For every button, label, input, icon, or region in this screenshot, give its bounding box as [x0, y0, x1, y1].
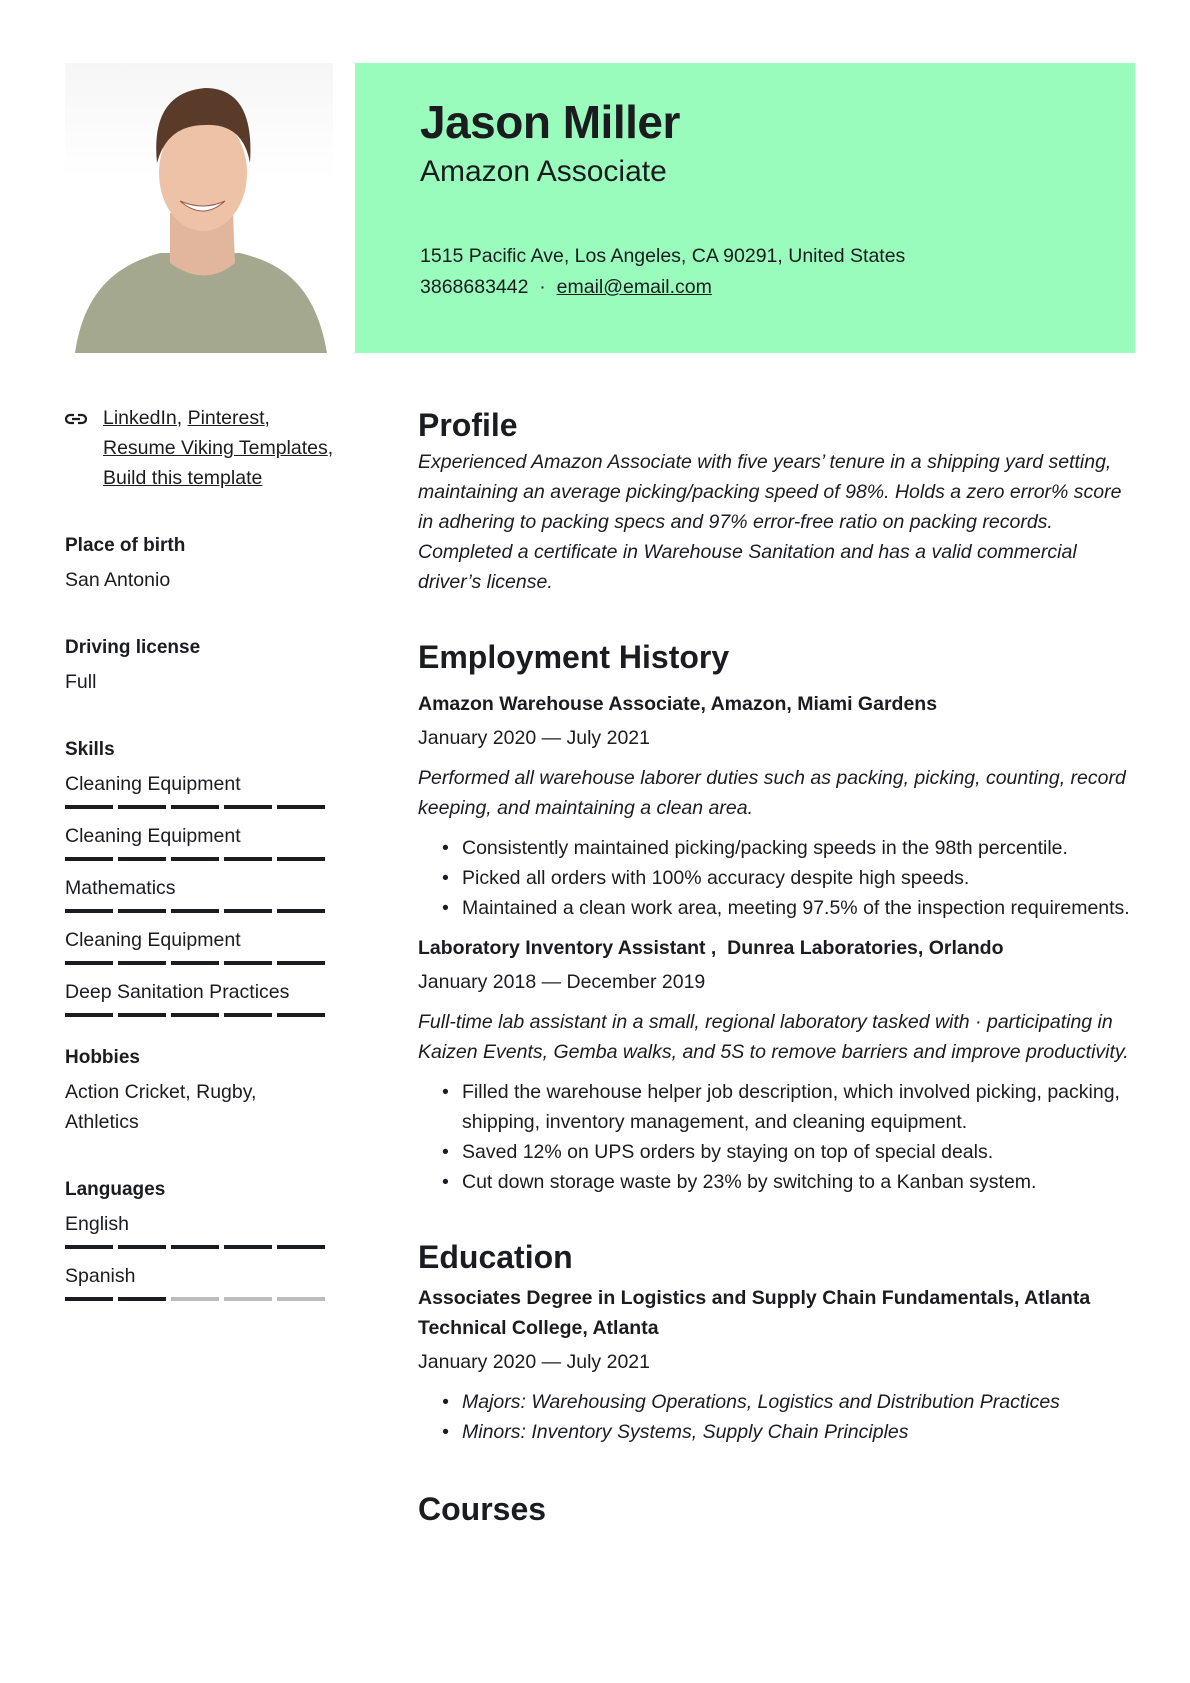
level-segment — [118, 805, 166, 809]
linkedin-link[interactable]: LinkedIn — [103, 407, 177, 429]
level-segment — [171, 909, 219, 913]
driving-license-value: Full — [65, 671, 97, 693]
hobbies-label: Hobbies — [65, 1047, 140, 1068]
level-segment — [277, 805, 325, 809]
level-segment — [171, 857, 219, 861]
place-of-birth-value: San Antonio — [65, 569, 171, 591]
profile-heading: Profile — [418, 407, 518, 443]
job-title: Amazon Warehouse Associate, Amazon, Miami Gardens — [418, 693, 938, 715]
education-bullet: • Minors: Inventory Systems, Supply Chain Principles — [442, 1417, 1138, 1447]
header-banner — [355, 63, 1135, 353]
level-segment — [118, 1297, 166, 1301]
level-bar — [65, 1245, 355, 1249]
job-dates: January 2020 — July 2021 — [418, 727, 650, 749]
pinterest-link[interactable]: Pinterest — [187, 407, 265, 429]
place-of-birth-label: Place of birth — [65, 535, 186, 556]
level-segment — [277, 909, 325, 913]
level-segment — [277, 857, 325, 861]
level-bar — [65, 909, 355, 913]
address: 1515 Pacific Ave, Los Angeles, CA 90291, United States — [420, 245, 906, 267]
job-description: Full-time lab assistant in a small, regional laboratory tasked with · participating in Kaizen Events, Gemba walks, and 5S to remove barriers and improve productivity. — [418, 1011, 1129, 1063]
education-bullets — [418, 1387, 1138, 1447]
level-segment — [65, 961, 113, 965]
job-bullet: • Saved 12% on UPS orders by staying on top of special deals. — [442, 1137, 1138, 1167]
skill-name: Mathematics — [65, 877, 176, 899]
level-segment — [224, 961, 272, 965]
job-dates: January 2018 — December 2019 — [418, 971, 706, 993]
skill-name: Cleaning Equipment — [65, 825, 241, 847]
education-title: Associates Degree in Logistics and Supply Chain Fundamentals, Atlanta Technical College, Atlanta — [418, 1287, 1091, 1339]
level-segment — [224, 857, 272, 861]
resume-viking-link[interactable]: Resume Viking Templates — [103, 437, 328, 459]
level-segment — [118, 909, 166, 913]
level-segment — [65, 1013, 113, 1017]
level-segment — [224, 909, 272, 913]
email-link[interactable]: email@email.com — [556, 276, 712, 298]
level-segment — [65, 1297, 113, 1301]
level-segment — [118, 857, 166, 861]
level-segment — [224, 1013, 272, 1017]
level-segment — [277, 961, 325, 965]
level-bar — [65, 1013, 355, 1017]
level-segment — [171, 1297, 219, 1301]
job-entry — [418, 933, 1138, 1197]
education-heading: Education — [418, 1239, 573, 1275]
job-bullet: • Cut down storage waste by 23% by switching to a Kanban system. — [442, 1167, 1138, 1197]
level-segment — [277, 1297, 325, 1301]
level-segment — [224, 1245, 272, 1249]
sidebar: LinkedIn, Pinterest, Resume Viking Templates, Build this template Place of birth San Antonio Driving license Full Skills Cleaning Equipment Cleaning Equipment Mathematics Cleaning Equipment Deep Sanitation Practices Hobbies Action Cricket, Rugby, Athletics Languages English Spanish — [65, 403, 355, 1313]
level-segment — [224, 805, 272, 809]
profile-text: Experienced Amazon Associate with five years’ tenure in a shipping yard setting, maintaining an average picking/packing speed of 98%. Holds a zero error% score in adhering to packing specs and 97% error-free ratio on packing records. Completed a certificate in Warehouse Sanitation and has a valid commercial driver’s license. — [418, 451, 1122, 593]
level-segment — [224, 1297, 272, 1301]
job-title: Amazon Associate — [420, 155, 667, 188]
job-bullet: • Picked all orders with 100% accuracy despite high speeds. — [442, 863, 1138, 893]
courses-heading: Courses — [418, 1491, 547, 1527]
skill-name: Cleaning Equipment — [65, 773, 241, 795]
build-template-link[interactable]: Build this template — [103, 467, 263, 489]
job-bullet: • Filled the warehouse helper job description, which involved picking, packing, shipping, inventory management, and cleaning equipment. — [442, 1077, 1138, 1137]
job-description: Performed all warehouse laborer duties such as packing, picking, counting, record keeping, and maintaining a clean area. — [418, 767, 1126, 819]
education-dates: January 2020 — July 2021 — [418, 1351, 650, 1373]
level-segment — [65, 805, 113, 809]
skill-name: Deep Sanitation Practices — [65, 981, 290, 1003]
languages-label: Languages — [65, 1179, 166, 1200]
language-name: Spanish — [65, 1265, 136, 1287]
level-segment — [171, 805, 219, 809]
phone: 3868683442 — [420, 276, 529, 298]
level-segment — [118, 961, 166, 965]
level-bar — [65, 1297, 355, 1301]
level-bar — [65, 805, 355, 809]
level-segment — [65, 909, 113, 913]
level-segment — [171, 1013, 219, 1017]
candidate-name: Jason Miller — [420, 96, 680, 148]
level-segment — [171, 1245, 219, 1249]
language-name: English — [65, 1213, 129, 1235]
link-icon — [65, 403, 91, 493]
employment-heading: Employment History — [418, 639, 730, 675]
skills-label: Skills — [65, 739, 115, 760]
job-bullets — [418, 833, 1138, 923]
job-bullet: • Maintained a clean work area, meeting 97.5% of the inspection requirements. — [442, 893, 1138, 923]
level-bar — [65, 961, 355, 965]
job-title: Laboratory Inventory Assistant , Dunrea Laboratories, Orlando — [418, 937, 1004, 959]
level-segment — [65, 857, 113, 861]
job-bullets — [418, 1077, 1138, 1197]
level-segment — [118, 1013, 166, 1017]
profile-photo — [65, 63, 333, 353]
level-segment — [65, 1245, 113, 1249]
main-content — [418, 403, 1138, 1531]
skill-name: Cleaning Equipment — [65, 929, 241, 951]
level-segment — [277, 1013, 325, 1017]
education-bullet: • Majors: Warehousing Operations, Logistics and Distribution Practices — [442, 1387, 1138, 1417]
job-bullet: • Consistently maintained picking/packing speeds in the 98th percentile. — [442, 833, 1138, 863]
level-segment — [171, 961, 219, 965]
driving-license-label: Driving license — [65, 637, 201, 658]
level-segment — [277, 1245, 325, 1249]
hobbies-value: Action Cricket, Rugby, Athletics — [65, 1081, 257, 1133]
level-segment — [118, 1245, 166, 1249]
job-entry — [418, 689, 1138, 923]
separator: · — [539, 276, 546, 298]
level-bar — [65, 857, 355, 861]
